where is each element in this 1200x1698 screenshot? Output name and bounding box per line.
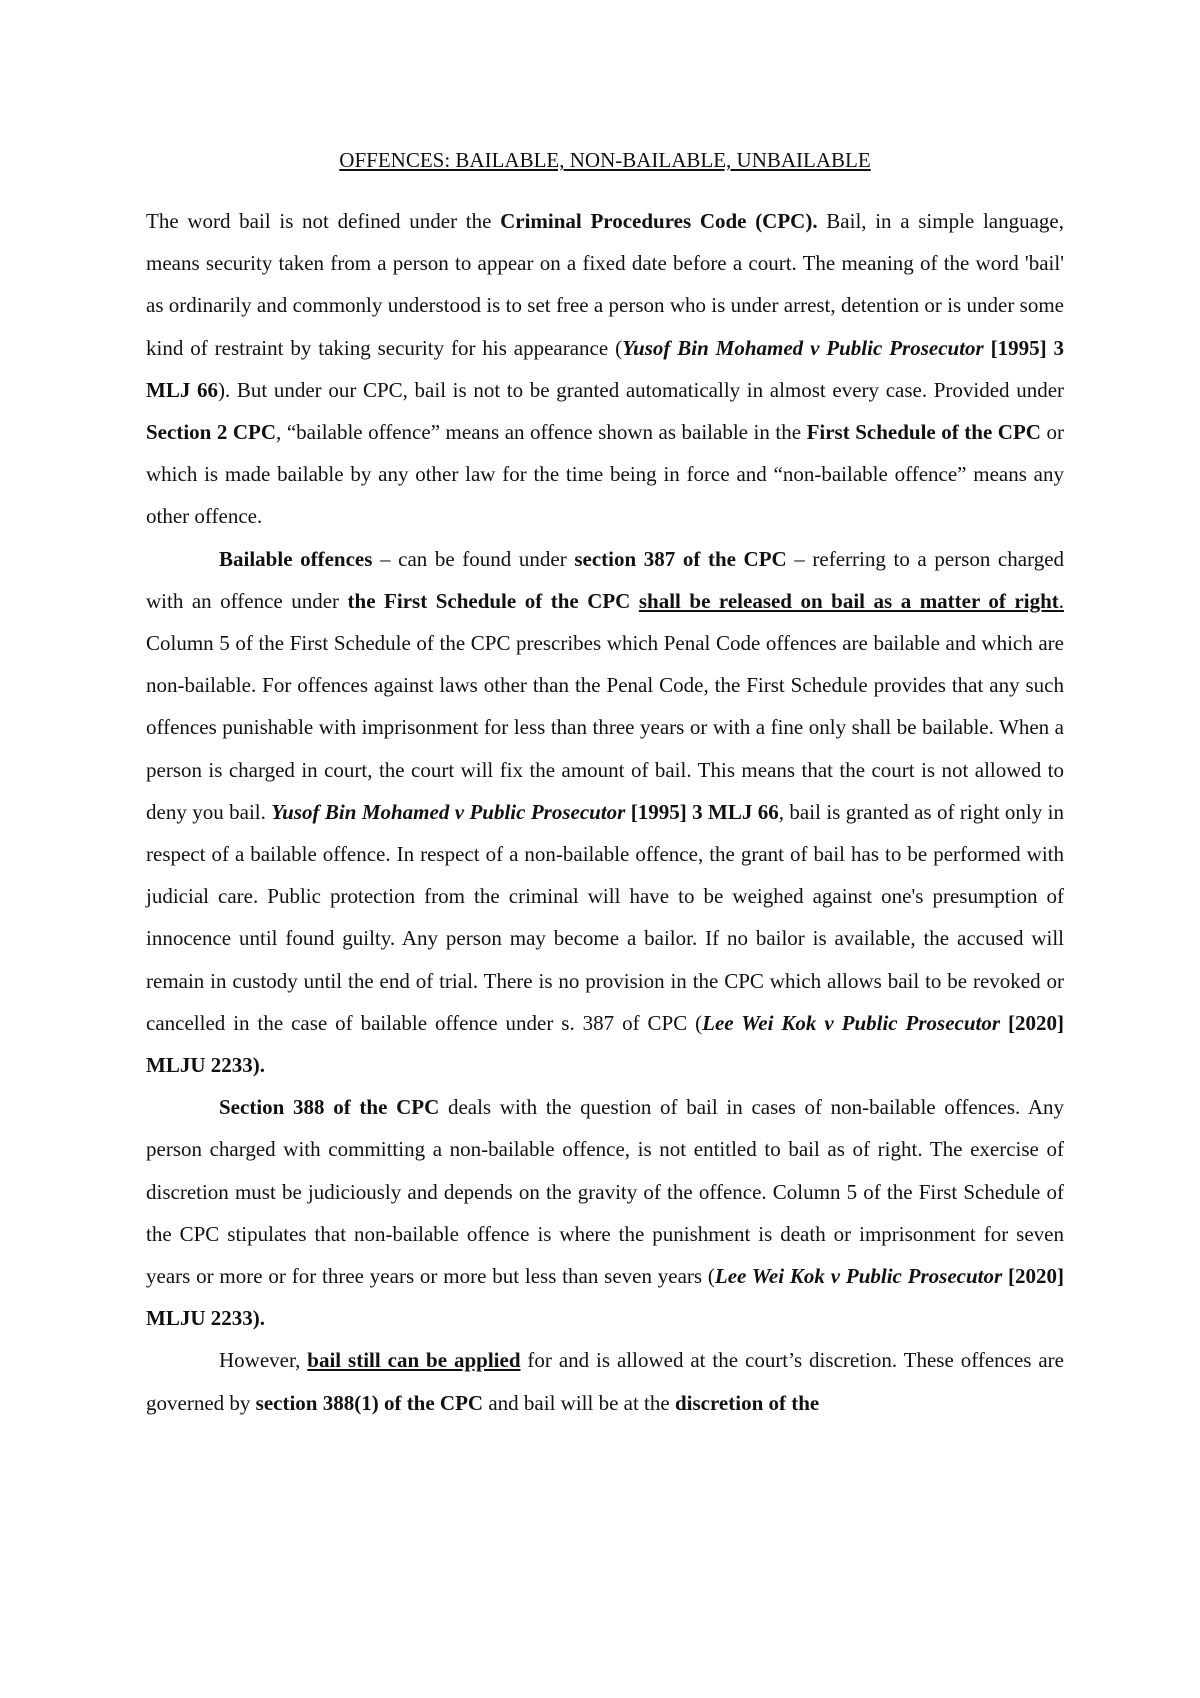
paragraph-section-388 <box>146 1086 1064 1339</box>
text-run: However, <box>219 1348 308 1373</box>
bold-text: discretion of the <box>674 1390 820 1415</box>
bold-text: section 388(1) of the CPC <box>255 1390 484 1415</box>
document-page <box>146 144 1064 1424</box>
text-run: Column 5 of the First Schedule of the CPC prescribes which Penal Code offences are bailable and which are non-bailable. For offences against laws other than the Penal Code, the First Schedule provides that any such offences punishable with imprisonment for less than three years or with a fine only shall be bailable. When a person is charged in court, the court will fix the amount of bail. This means that the court is not allowed to deny you bail. <box>146 631 1064 824</box>
case-citation-ref: [2020] MLJU 2233). <box>146 1010 1065 1078</box>
case-citation-ref: [2020] MLJU 2233). <box>146 1264 1065 1331</box>
text-run: . <box>1058 588 1065 613</box>
bold-text: section 387 of the CPC <box>574 546 787 571</box>
text-run: ). But under our CPC, bail is not to be granted automatically in almost every case. Provided under <box>217 377 1065 402</box>
text-run: for and is allowed at the court’s discretion. These offences are governed by <box>146 1348 1064 1415</box>
text-run: deals with the question of bail in cases of non-bailable offences. Any person charged with committing a non-bailable offence, is not entitled to bail as of right. The exercise of discretion must be judiciously and depends on the gravity of the offence. Column 5 of the First Schedule of the CPC stipulates that non-bailable offence is where the punishment is death or imprisonment for seven years or more or for three years or more but less than seven years ( <box>146 1095 1064 1289</box>
text-run <box>984 336 991 360</box>
text-run <box>630 589 639 613</box>
case-citation-name: Yusof Bin Mohamed v Public Prosecutor <box>271 799 626 824</box>
text-run: – referring to a person charged with an offence under <box>146 546 1065 613</box>
bold-text: Section 388 of the CPC <box>219 1095 440 1120</box>
case-citation-name: Yusof Bin Mohamed v Public Prosecutor <box>622 335 984 360</box>
bold-text: Bailable offences <box>219 546 373 571</box>
bold-text: the First Schedule of the CPC <box>347 588 631 613</box>
text-run: and bail will be at the <box>483 1390 675 1415</box>
text-run: The word bail is not defined under the <box>146 209 501 233</box>
text-run: , “bailable offence” means an offence shown as bailable in the <box>276 420 807 445</box>
case-citation-ref: [1995] 3 MLJ 66 <box>146 335 1064 402</box>
case-citation-name: Lee Wei Kok v Public Prosecutor <box>714 1264 1003 1289</box>
bold-text: Section 2 CPC <box>146 420 277 445</box>
case-citation-name: Lee Wei Kok v Public Prosecutor <box>702 1010 1001 1035</box>
underlined-bold-text: shall be released on bail as a matter of right <box>638 588 1059 613</box>
underlined-bold-text: bail still can be applied <box>307 1348 521 1373</box>
case-citation-ref: [1995] 3 MLJ 66 <box>630 799 779 824</box>
bold-text: Criminal Procedures Code (CPC). <box>500 209 818 233</box>
text-run <box>1000 1011 1008 1035</box>
bold-text: First Schedule of the CPC <box>806 420 1041 445</box>
text-run: , bail is granted as of right only in respect of a bailable offence. In respect of a non-bailable offence, the grant of bail has to be performed with judicial care. Public protection from the criminal will have to be weighed against one's presumption of innocence until found guilty. Any person may become a bailor. If no bailor is available, the accused will remain in custody until the end of trial. There is no provision in the CPC which allows bail to be revoked or cancelled in the case of bailable offence under s. 387 of CPC ( <box>146 799 1065 1035</box>
text-run: – can be found under <box>372 546 575 571</box>
paragraph-bailable-offences <box>146 538 1064 1087</box>
paragraph-bail-definition <box>146 200 1064 538</box>
text-run: Bail, in a simple language, means security taken from a person to appear on a fixed date before a court. The meaning of the word 'bail' as ordinarily and commonly understood is to set free a person who is under arrest, detention or is under some kind of restraint by taking security for his appearance ( <box>146 209 1064 360</box>
text-run: or which is made bailable by any other law for the time being in force and “non-bailable offence” means any other offence. <box>146 420 1064 529</box>
document-title: OFFENCES: BAILABLE, NON-BAILABLE, UNBAILABLE <box>339 148 871 172</box>
paragraph-discretion <box>146 1339 1064 1423</box>
